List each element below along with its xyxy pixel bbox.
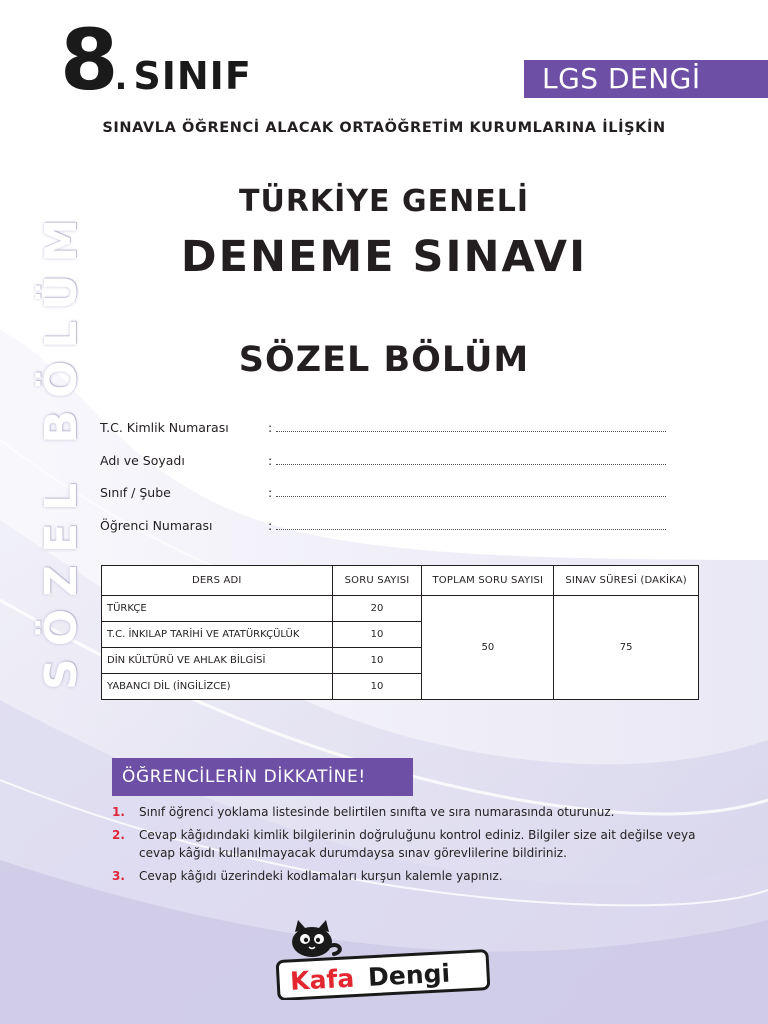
field-colon: : xyxy=(268,420,273,435)
question-count: 10 xyxy=(332,648,422,674)
table-header-row xyxy=(102,566,699,596)
subject-name: T.C. İNKILAP TARİHİ VE ATATÜRKÇÜLÜK xyxy=(102,622,333,648)
field-colon: : xyxy=(268,485,273,500)
title-line1: TÜRKİYE GENELİ xyxy=(239,184,529,219)
table-header: SORU SAYISI xyxy=(332,566,422,596)
notice-title: ÖĞRENCİLERİN DİKKATİNE! xyxy=(112,758,413,796)
kafa-dengi-logo xyxy=(272,920,496,1000)
subtitle: SINAVLA ÖĞRENCİ ALACAK ORTAÖĞRETİM KURUMLARINA İLİŞKİN xyxy=(102,120,666,136)
logo-word-kafa: Kafa xyxy=(289,963,355,996)
side-section-label: SÖZEL BÖLÜM xyxy=(36,206,87,690)
rule-text: Cevap kâğıdındaki kimlik bilgilerinin doğruluğunu kontrol ediniz. Bilgiler size ait değilse veya cevap kâğıdı kullanılmayacak durumdaysa sınav görevlilerine bildiriniz. xyxy=(139,828,696,860)
table-header: SINAV SÜRESİ (DAKİKA) xyxy=(554,566,699,596)
student-info-form xyxy=(100,420,680,550)
form-row-student-number xyxy=(100,518,680,551)
field-label: Sınıf / Şube xyxy=(100,485,171,500)
total-questions: 50 xyxy=(422,596,554,700)
question-count: 10 xyxy=(332,622,422,648)
notice-list xyxy=(112,803,722,890)
grade-heading xyxy=(60,11,252,109)
field-colon: : xyxy=(268,452,273,468)
field-label: Öğrenci Numarası xyxy=(100,517,213,533)
rule-text: Cevap kâğıdı üzerindeki kodlamaları kurşun kalemle yapınız. xyxy=(139,869,503,883)
grade-dot: . xyxy=(114,58,128,98)
subject-name: YABANCI DİL (İNGİLİZCE) xyxy=(102,674,333,700)
rule-number: 1. xyxy=(112,805,125,819)
lgs-badge: LGS DENGİ xyxy=(524,60,768,98)
table-row xyxy=(102,596,699,622)
question-count: 20 xyxy=(332,596,422,622)
grade-number: 8 xyxy=(60,11,117,109)
field-label: Adı ve Soyadı xyxy=(100,452,185,468)
form-row-name xyxy=(100,453,680,486)
exam-table xyxy=(101,565,699,700)
title-line2: DENEME SINAVI xyxy=(180,232,588,282)
table-header: DERS ADI xyxy=(102,566,333,596)
question-count: 10 xyxy=(332,674,422,700)
table-header: TOPLAM SORU SAYISI xyxy=(422,566,554,596)
cat-icon xyxy=(292,920,340,957)
exam-duration: 75 xyxy=(554,596,699,700)
subject-name: DİN KÜLTÜRÜ VE AHLAK BİLGİSİ xyxy=(102,648,333,674)
name-field[interactable] xyxy=(276,464,666,465)
list-item xyxy=(112,826,722,862)
form-row-class xyxy=(100,485,680,518)
grade-word: SINIF xyxy=(133,54,252,98)
list-item xyxy=(112,867,722,885)
tc-number-field[interactable] xyxy=(276,431,666,432)
rule-number: 2. xyxy=(112,828,125,842)
class-field[interactable] xyxy=(276,496,666,497)
rule-text: Sınıf öğrenci yoklama listesinde belirtilen sınıfta ve sıra numarasında oturunuz. xyxy=(139,805,615,819)
field-colon: : xyxy=(268,517,273,533)
rule-number: 3. xyxy=(112,869,125,883)
subject-name: TÜRKÇE xyxy=(102,596,333,622)
field-label: T.C. Kimlik Numarası xyxy=(100,420,229,435)
student-number-field[interactable] xyxy=(276,529,666,530)
section-title: SÖZEL BÖLÜM xyxy=(238,340,530,380)
form-row-tc xyxy=(100,420,680,453)
logo-word-dengi: Dengi xyxy=(367,958,451,992)
list-item xyxy=(112,803,722,821)
